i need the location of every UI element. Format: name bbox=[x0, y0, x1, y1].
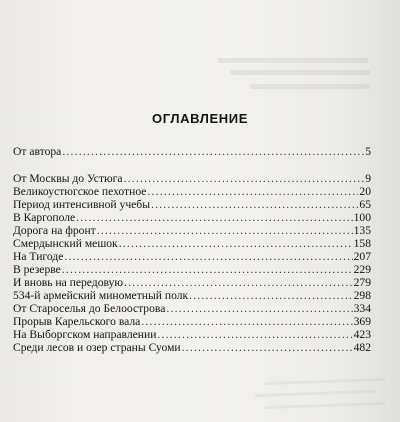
dot-leader bbox=[62, 263, 353, 277]
toc-entry bbox=[13, 289, 371, 303]
toc-entry-label: На Выборгском направлении bbox=[13, 328, 157, 341]
toc-entry-label: Смердынский мешок bbox=[13, 237, 118, 250]
dot-leader bbox=[147, 185, 358, 199]
bleed-through-text bbox=[265, 378, 385, 385]
toc-entry bbox=[13, 341, 371, 355]
toc-entry-page: 158 bbox=[353, 237, 371, 250]
dot-leader bbox=[62, 145, 364, 159]
toc-entry-page: 279 bbox=[353, 276, 371, 289]
toc-entry bbox=[13, 276, 371, 290]
toc-entry-label: В Каргополе bbox=[13, 211, 76, 224]
dot-leader bbox=[64, 250, 352, 264]
toc-entry bbox=[13, 328, 371, 342]
toc-entry bbox=[13, 315, 371, 329]
toc-entry-page: 20 bbox=[359, 185, 371, 198]
toc-entry-label: Среди лесов и озер страны Суоми bbox=[13, 341, 181, 354]
toc-entry bbox=[13, 224, 371, 238]
toc-entry-label: Прорыв Карельского вала bbox=[13, 315, 141, 328]
toc-entry-label: Великоустюгское пехотное bbox=[13, 185, 147, 198]
toc-entry-page: 229 bbox=[353, 263, 371, 276]
dot-leader bbox=[182, 341, 353, 355]
toc-entry-label: 534-й армейский минометный полк bbox=[13, 289, 189, 302]
dot-leader bbox=[157, 328, 352, 342]
dot-leader bbox=[124, 276, 353, 290]
toc-entry-page: 9 bbox=[365, 172, 371, 185]
dot-leader bbox=[97, 224, 353, 238]
bleed-through-text bbox=[230, 70, 370, 75]
toc-entry-label: От Москвы до Устюга bbox=[13, 172, 123, 185]
dot-leader bbox=[166, 302, 352, 316]
bleed-through-text bbox=[218, 58, 368, 63]
toc-entry bbox=[13, 211, 371, 225]
toc-entry-label: От автора bbox=[13, 145, 62, 158]
toc-entry-page: 423 bbox=[353, 328, 371, 341]
toc-entry bbox=[13, 302, 371, 316]
toc-entry bbox=[13, 263, 371, 277]
toc-entry bbox=[13, 237, 371, 251]
toc-entry-label: От Староселья до Белоострова bbox=[13, 302, 166, 315]
bleed-through-text bbox=[265, 402, 385, 409]
toc-entry bbox=[13, 250, 371, 264]
dot-leader bbox=[76, 211, 352, 225]
toc-entry bbox=[13, 172, 371, 186]
dot-leader bbox=[151, 198, 358, 212]
dot-leader bbox=[124, 172, 365, 186]
toc-entry-label: В резерве bbox=[13, 263, 61, 276]
toc-entry-label: Период интенсивной учебы bbox=[13, 198, 150, 211]
toc-entry-page: 334 bbox=[353, 302, 371, 315]
dot-leader bbox=[141, 315, 352, 329]
toc-entry bbox=[13, 145, 371, 159]
toc-entry-page: 298 bbox=[353, 289, 371, 302]
toc-entry-page: 5 bbox=[365, 145, 371, 158]
toc-title: ОГЛАВЛЕНИЕ bbox=[152, 111, 248, 126]
toc-entry-page: 207 bbox=[353, 250, 371, 263]
toc-entry-label: И вновь на передовую bbox=[13, 276, 124, 289]
toc-entry-page: 65 bbox=[359, 198, 371, 211]
toc-entry-label: На Тигоде bbox=[13, 250, 64, 263]
toc-entry-page: 100 bbox=[353, 211, 371, 224]
dot-leader bbox=[119, 237, 353, 251]
toc-entry-page: 369 bbox=[353, 315, 371, 328]
toc-entry-page: 482 bbox=[353, 341, 371, 354]
dot-leader bbox=[189, 289, 352, 303]
toc-entry bbox=[13, 185, 371, 199]
toc-entry bbox=[13, 198, 371, 212]
bleed-through-text bbox=[255, 390, 375, 397]
toc-entry-label: Дорога на фронт bbox=[13, 224, 96, 237]
toc-entry-page: 135 bbox=[353, 224, 371, 237]
bleed-through-text bbox=[250, 84, 370, 89]
